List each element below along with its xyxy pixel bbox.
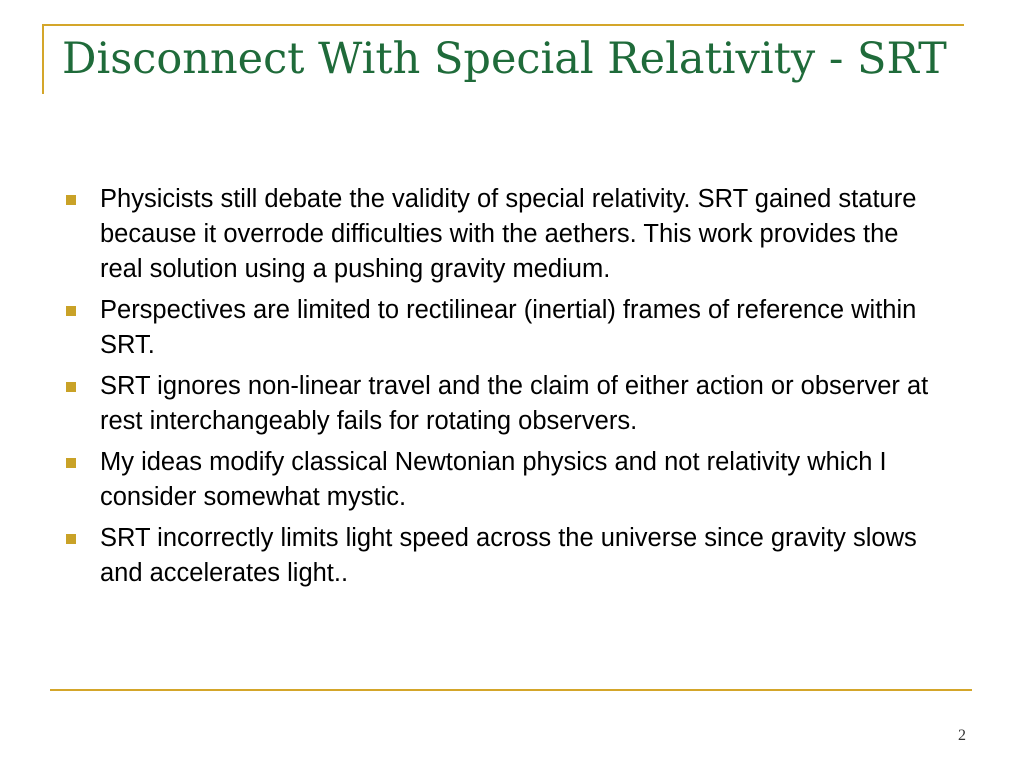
title-left-rule xyxy=(42,24,44,94)
bullet-list xyxy=(66,182,946,597)
title-top-rule xyxy=(42,24,964,26)
bullet-text: Physicists still debate the validity of special relativity. SRT gained stature because it overrode difficulties with the aethers. This work provides the real solution using a pushing gravity medium. xyxy=(100,185,917,283)
square-bullet-icon xyxy=(66,458,76,468)
slide-title: Disconnect With Special Relativity - SRT xyxy=(62,34,947,84)
bullet-text: Perspectives are limited to rectilinear (inertial) frames of reference within SRT. xyxy=(100,296,917,359)
bullet-text: SRT incorrectly limits light speed across the universe since gravity slows and accelerates light.. xyxy=(100,524,917,587)
square-bullet-icon xyxy=(66,195,76,205)
bullet-text: SRT ignores non-linear travel and the claim of either action or observer at rest interchangeably fails for rotating observers. xyxy=(100,372,929,435)
page-number: 2 xyxy=(958,727,966,744)
bullet-item xyxy=(66,521,946,591)
square-bullet-icon xyxy=(66,534,76,544)
bullet-item xyxy=(66,369,946,439)
footer-rule xyxy=(50,689,972,691)
square-bullet-icon xyxy=(66,382,76,392)
bullet-item xyxy=(66,293,946,363)
bullet-item xyxy=(66,445,946,515)
bullet-text: My ideas modify classical Newtonian physics and not relativity which I consider somewhat mystic. xyxy=(100,448,887,511)
square-bullet-icon xyxy=(66,306,76,316)
bullet-item xyxy=(66,182,946,287)
